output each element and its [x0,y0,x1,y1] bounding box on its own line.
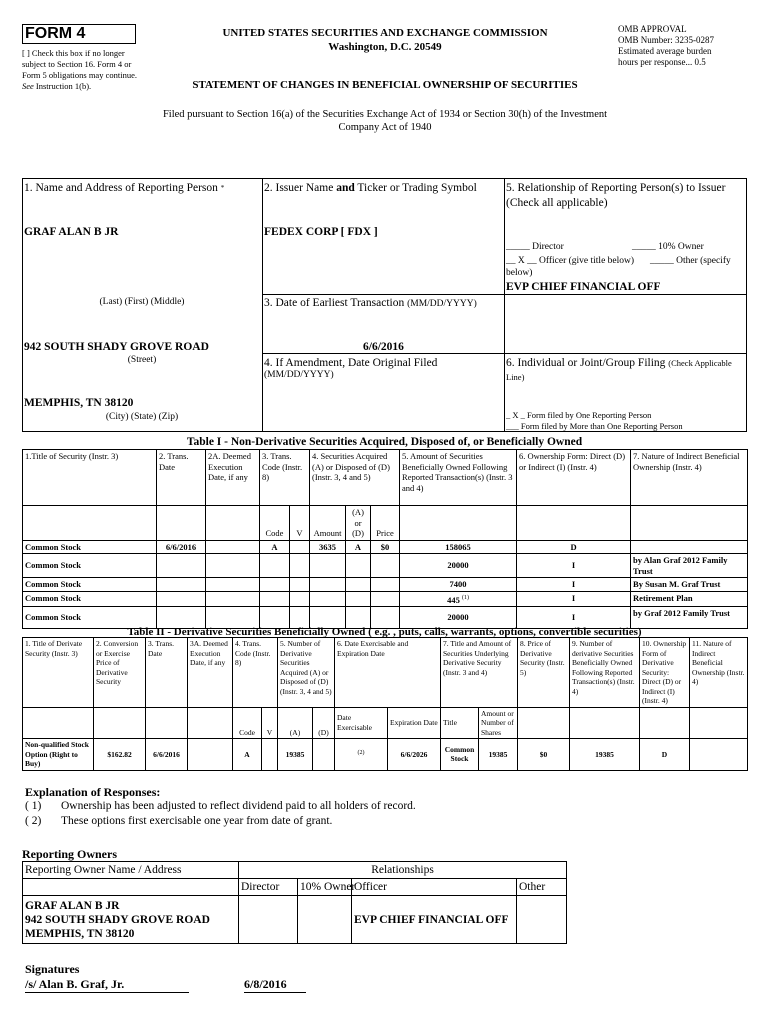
box3-label: 3. Date of Earliest Transaction (MM/DD/YYYY) [264,297,477,309]
table1 [22,449,748,629]
t1-header-owned: 5. Amount of Securities Beneficially Owned Following Reported Transaction(s) (Instr. 3 and 4) [400,450,517,506]
t2-header-nature: 11. Nature of Indirect Beneficial Ownership (Instr. 4) [690,638,748,708]
t2-sub-exercisable: Date Exercisable [335,707,388,739]
t2-header-form: 10. Ownership Form of Derivative Security: Direct (D) or Indirect (I) (Instr. 4) [640,638,690,708]
checkbox-note: [ ] Check this box if no longer subject to Section 16. Form 4 or Form 5 obligations may continue. See Instruction 1(b). [22,48,137,91]
t1-header-title: 1.Title of Security (Instr. 3) [23,450,157,506]
earliest-transaction-date: 6/6/2016 [363,341,404,353]
t2-header-code: 4. Trans. Code (Instr. 8) [233,638,278,708]
t2-header-title: 1. Title of Derivate Security (Instr. 3) [23,638,94,708]
explanation-item: ( 2) These options first exercisable one year from date of grant. [25,815,333,827]
filing-line-two: ___ Form filed by More than One Reporting Person [506,421,683,431]
statement-title: STATEMENT OF CHANGES IN BENEFICIAL OWNERSHIP OF SECURITIES [192,79,578,91]
filed-pursuant: Filed pursuant to Section 16(a) of the Securities Exchange Act of 1934 or Section 30(h) of the Investment Company Act of 1940 [162,109,608,133]
reporting-person-city: MEMPHIS, TN 38120 [24,397,134,409]
t1-sub-price: Price [371,506,400,541]
reporting-person-street: 942 SOUTH SHADY GROVE ROAD [24,341,209,353]
table1-title: Table I - Non-Derivative Securities Acquired, Disposed of, or Beneficially Owned [186,436,583,448]
table-row: Common Stock 7400 I By Susan M. Graf Trust [23,578,748,592]
omb-line: Estimated average burden [618,46,712,56]
box4-format: (MM/DD/YYYY) [264,370,334,380]
relationship-officer: __ X __ Officer (give title below) [506,256,635,266]
t1-header-code: 3. Trans. Code (Instr. 8) [260,450,310,506]
issuer-name: FEDEX CORP [ FDX ] [264,226,378,238]
table-row: Common Stock 6/6/2016 A 3635 A $0 158065 D [23,540,748,554]
owners-col-director: Director [239,879,298,896]
t1-sub-ad: (A) or (D) [346,506,371,541]
owners-col-officer: Officer [352,879,517,896]
table2-title: Table II - Derivative Securities Beneficially Owned ( e.g. , puts, calls, warrants, options, convertible securities) [127,626,642,638]
t2-sub-v: V [262,707,278,739]
officer-title: EVP CHIEF FINANCIAL OFF [506,281,661,293]
omb-line: OMB Number: 3235-0287 [618,35,714,45]
omb-line: hours per response... 0.5 [618,57,706,67]
box5-label: 5. Relationship of Reporting Person(s) to Issuer [506,182,726,194]
relationship-other: _____ Other (specify below) [506,256,731,278]
t2-header-price: 8. Price of Derivative Security (Instr. 5) [518,638,570,708]
box4-label: 4. If Amendment, Date Original Filed [264,357,438,369]
signatures-title: Signatures [25,962,80,976]
table-row: GRAF ALAN B JR 942 SOUTH SHADY GROVE ROAD MEMPHIS, TN 38120 EVP CHIEF FINANCIAL OFF [23,896,567,944]
owners-col-name: Reporting Owner Name / Address [23,862,239,879]
signature-date: 6/8/2016 [244,977,306,993]
omb-approval [618,24,763,68]
t2-header-underlying: 7. Title and Amount of Securities Underlying Derivative Security (Instr. 3 and 4) [441,638,518,708]
table2 [22,637,748,771]
box5-sub: (Check all applicable) [506,197,608,209]
agency-name: UNITED STATES SECURITIES AND EXCHANGE COMMISSION [222,27,548,39]
filing-line-one: _ X _ Form filed by One Reporting Person [506,410,652,420]
city-caption: (City) (State) (Zip) [105,412,179,422]
relationship-ten-pct: _____ 10% Owner [632,242,704,252]
reporting-person-name: GRAF ALAN B JR [24,226,119,238]
box2-label: 2. Issuer Name and Ticker or Trading Symbol [264,182,477,194]
t2-sub-title: Title [441,707,479,739]
t2-sub-d: (D) [313,707,335,739]
explanation-item: ( 1) Ownership has been adjusted to reflect dividend paid to all holders of record. [25,800,416,812]
t2-sub-amount: Amount or Number of Shares [479,707,518,739]
t1-sub-amount: Amount [310,506,346,541]
form-title: FORM 4 [25,25,86,42]
owners-table [22,861,567,944]
name-caption: (Last) (First) (Middle) [99,297,185,307]
owners-col-rel: Relationships [239,862,567,879]
owners-title: Reporting Owners [22,847,117,861]
owners-col-ten-pct: 10% Owner [298,879,352,896]
t2-header-number: 5. Number of Derivative Securities Acquired (A) or Disposed of (D) (Instr. 3, 4 and 5) [278,638,335,708]
omb-line: OMB APPROVAL [618,24,687,34]
box6-label: 6. Individual or Joint/Group Filing (Check Applicable Line) [506,357,732,382]
t2-sub-a: (A) [278,707,313,739]
t2-header-exercisable: 6. Date Exercisable and Expiration Date [335,638,441,708]
table-row: Common Stock 20000 I by Graf 2012 Family Trust [23,606,748,628]
t2-header-date: 3. Trans. Date [146,638,188,708]
table-row: Common Stock 445 $^{(1)}$ I Retirement Plan [23,591,748,606]
t2-sub-code: Code [233,707,262,739]
box1-label: 1. Name and Address of Reporting Person * [24,182,225,194]
owners-col-other: Other [517,879,567,896]
table-row: Non-qualified Stock Option (Right to Buy) $162.82 6/6/2016 A 19385 $^{(2)}$ 6/6/2026 Common Stock 19385 $0 19385 D [23,739,748,771]
table-row: Common Stock 20000 I by Alan Graf 2012 Family Trust [23,554,748,578]
t1-header-nature: 7. Nature of Indirect Beneficial Ownership (Instr. 4) [631,450,748,506]
street-caption: (Street) [127,355,157,365]
t1-sub-v: V [290,506,310,541]
t2-header-deemed: 3A. Deemed Execution Date, if any [188,638,233,708]
t1-header-form: 6. Ownership Form: Direct (D) or Indirect (I) (Instr. 4) [517,450,631,506]
form-title-box [22,24,136,44]
relationship-director: _____ Director [506,242,564,252]
t1-header-acquired: 4. Securities Acquired (A) or Disposed of (D) (Instr. 3, 4 and 5) [310,450,400,506]
t1-header-date: 2. Trans. Date [157,450,206,506]
t2-header-owned: 9. Number of derivative Securities Beneficially Owned Following Reported Transaction(s) (Instr. 4) [570,638,640,708]
explanation-title: Explanation of Responses: [25,785,161,799]
agency-city: Washington, D.C. 20549 [328,41,442,53]
t2-sub-expiration: Expiration Date [388,707,441,739]
t1-header-deemed: 2A. Deemed Execution Date, if any [206,450,260,506]
signature-name: /s/ Alan B. Graf, Jr. [25,977,189,993]
t2-header-conv: 2. Conversion or Exercise Price of Derivative Security [94,638,146,708]
t1-sub-code: Code [260,506,290,541]
